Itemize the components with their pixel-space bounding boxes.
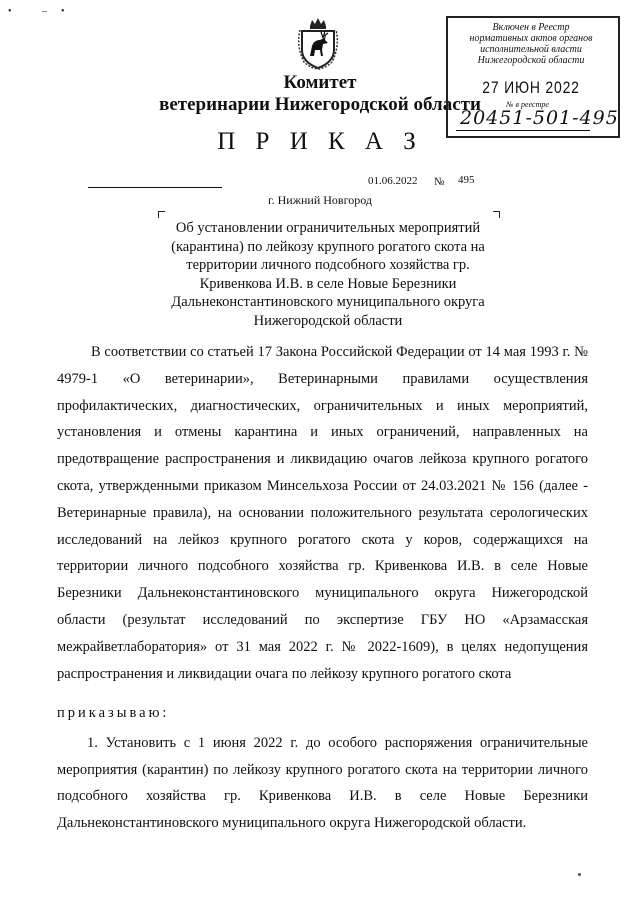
committee-name-line2: ветеринарии Нижегородской области	[159, 94, 481, 115]
stamp-line: Включен в Реестр	[492, 22, 570, 33]
stamp-date: 27 ИЮН 2022	[482, 78, 580, 97]
stamp-registry-number: 20451-501-495	[460, 107, 619, 129]
city: г. Нижний Новгород	[268, 193, 372, 207]
committee-name-line1: Комитет	[283, 72, 357, 93]
document-title: П Р И К А З	[217, 128, 423, 155]
stamp-text	[452, 22, 610, 66]
order-subject: Об установлении ограничительных мероприятий (карантина) по лейкозу крупного рогатого скота на территории личного подсобного хозяйства гр. Кривенкова И.В. в селе Новые Березники Дальнеконстантиновского муниципального округа Нижегородской области	[171, 220, 485, 329]
stamp-line: исполнительной власти	[480, 44, 582, 55]
orders-word: приказываю:	[57, 705, 170, 721]
order-item-1: 1. Установить с 1 июня 2022 г. до особого распоряжения ограничительные мероприятия (карантин) по лейкозу крупного рогатого скота на территории личного подсобного хозяйства гр. Кривенкова И.В. в селе Новые Березники Дальнеконстантиновского муниципального округа Нижегородской области.	[57, 735, 588, 831]
coat-of-arms-icon	[296, 16, 340, 70]
stamp-registry-label: № в реестре	[506, 100, 549, 109]
stamp-line: нормативных актов органов	[469, 33, 593, 44]
subject-bracket-right	[493, 211, 500, 218]
subject-bracket-left	[158, 211, 165, 218]
preamble-paragraph: В соответствии со статьей 17 Закона Российской Федерации от 14 мая 1993 г. № 4979-1 «О ветеринарии», Ветеринарными правилами осуществления профилактических, диагностических, ограничительных и иных мероприятий, установления и отмены карантина и иных ограничений, направленных на предотвращение распространения и ликвидацию очагов лейкоза крупного рогатого скота, утвержденными приказом Минсельхоза России от 24.03.2021 № 156 (далее - Ветеринарные правила), на основании положительного результата серологических исследований на лейкоз крупного рогатого скота у коров, содержащихся на территории личного подсобного хозяйства гр. Кривенкова И.В. в селе Новые Березники Дальнеконстантиновского муниципального округа Нижегородской области (результат исследований по экспертизе ГБУ НО «Арзамасская межрайветлаборатория» от 31 мая 2022 г. № 2022-1609), в целях недопущения распространения и ликвидации очага по лейкозу крупного рогатого скота	[57, 344, 588, 682]
stamp-line: Нижегородской области	[477, 55, 585, 66]
scan-marks: • –•	[8, 6, 79, 17]
stamp-underline	[456, 130, 590, 131]
order-number-sign: №	[434, 176, 445, 188]
order-number: 495	[458, 174, 475, 186]
order-date: 01.06.2022	[368, 175, 418, 187]
signature-line	[88, 187, 222, 188]
scan-speck	[578, 873, 581, 876]
